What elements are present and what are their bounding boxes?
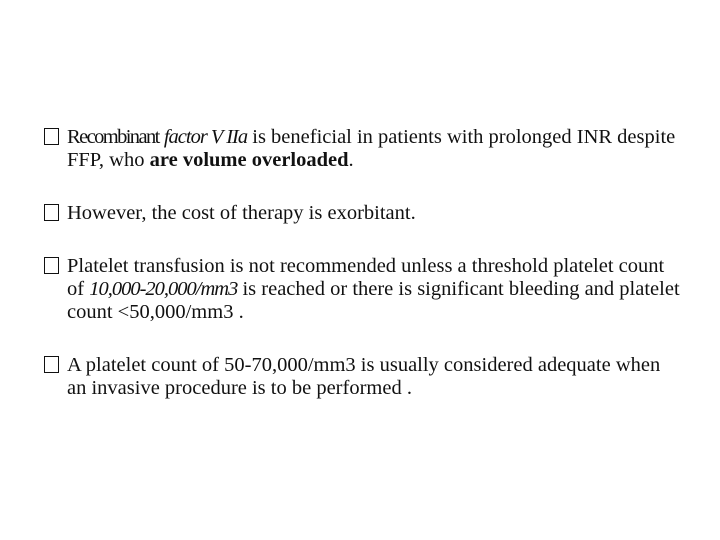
bullet-text-part: is reached or there is significant bleeding and platelet count <50,000/mm3 <box>67 278 680 323</box>
recombinant-text: Recombinant <box>67 126 159 148</box>
factor-viia-text: factor V IIa <box>163 126 248 148</box>
bullet-text-part: is beneficial in patients with prolonged INR despite FFP, who <box>67 126 676 171</box>
bullet-box-icon <box>44 356 59 373</box>
bullet-item-platelet-transfusion <box>44 255 684 324</box>
bullet-text: However, the cost of therapy is exorbitant. <box>67 202 416 224</box>
bullet-box-icon <box>44 128 59 145</box>
bullet-end: . <box>348 149 354 171</box>
bullet-text-part: Platelet transfusion is not recommended unless a threshold platelet count of <box>67 255 665 300</box>
bullet-item-factor-viia <box>44 126 684 172</box>
threshold-range-text: 10,000-20,000/mm3 <box>89 278 238 300</box>
bullet-list <box>44 126 684 400</box>
bullet-end: . <box>233 301 244 323</box>
bullet-text: A platelet count of 50-70,000/mm3 is usually considered adequate when an invasive procedure is to be performed <box>67 354 661 399</box>
bullet-item-cost <box>44 202 684 225</box>
bullet-box-icon <box>44 204 59 221</box>
bullet-item-invasive-procedure <box>44 354 684 400</box>
bullet-box-icon <box>44 257 59 274</box>
bullet-end: . <box>401 377 412 399</box>
bold-text: are volume overloaded <box>149 149 349 171</box>
